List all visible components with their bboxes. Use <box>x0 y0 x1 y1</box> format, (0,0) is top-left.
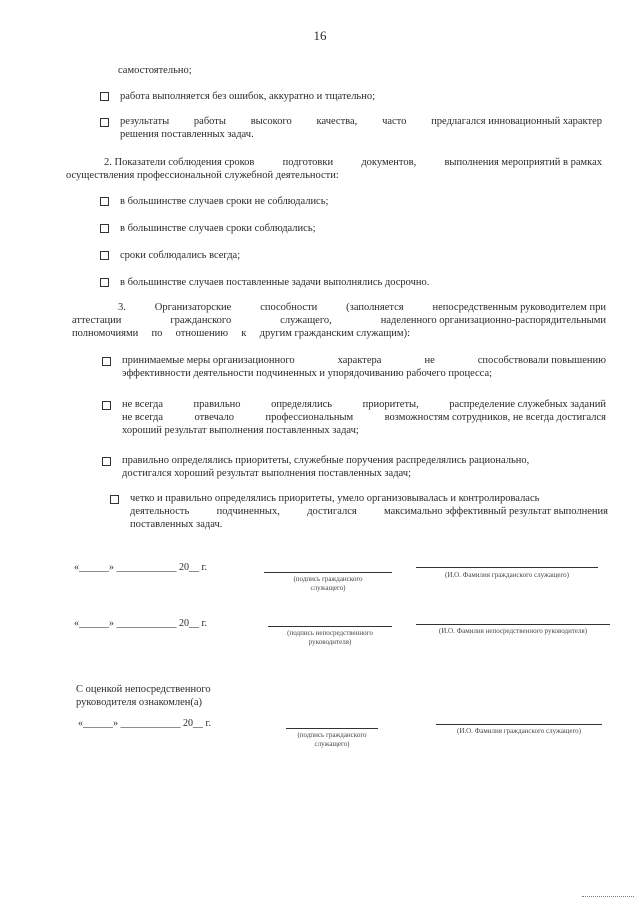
section2-heading-cont: осуществления профессиональной служебной деятельности: <box>66 170 339 181</box>
checkbox[interactable] <box>100 278 109 287</box>
signature-line <box>268 626 392 627</box>
intro-tail: самостоятельно; <box>118 65 192 76</box>
option-text-line: решения поставленных задач. <box>120 129 254 140</box>
checkbox[interactable] <box>100 197 109 206</box>
name-line <box>416 624 610 625</box>
name-line <box>416 567 598 568</box>
option-text: в большинстве случаев сроки соблюдались; <box>120 223 316 234</box>
checkbox[interactable] <box>110 495 119 504</box>
signature-line <box>286 728 378 729</box>
acknowledgement-line: С оценкой непосредственного <box>76 684 211 695</box>
checkbox[interactable] <box>100 118 109 127</box>
signature-caption: (подпись непосредственного руководителя) <box>287 629 373 646</box>
option-text-line: принимаемые меры организационного характера не способствовали повышению <box>122 355 606 366</box>
signature-caption: (подпись гражданского служащего) <box>297 731 367 748</box>
checkbox[interactable] <box>102 401 111 410</box>
name-caption: (И.О. Фамилия непосредственного руководителя) <box>438 627 588 635</box>
corner-mark <box>582 896 634 897</box>
date-field: «______» ____________ 20__ г. <box>78 718 211 729</box>
checkbox[interactable] <box>102 357 111 366</box>
option-text-line: хороший результат выполнения поставленных задач; <box>122 425 359 436</box>
option-text-line: результаты работы высокого качества, часто предлагался инновационный характер <box>120 116 602 127</box>
checkbox[interactable] <box>100 224 109 233</box>
signature-caption: (подпись гражданского служащего) <box>293 575 363 592</box>
section3-heading-cont: аттестации гражданского служащего, наделенного организационно-распорядительными <box>72 315 606 326</box>
option-text-line: эффективности деятельности подчиненных и упорядочиванию рабочего процесса; <box>122 368 493 379</box>
checkbox[interactable] <box>102 457 111 466</box>
name-line <box>436 724 602 725</box>
option-text-line: не всегда отвечало профессиональным возможностям сотрудников, не всегда достигался <box>122 412 606 423</box>
option-text: в большинстве случаев сроки не соблюдались; <box>120 196 329 207</box>
acknowledgement-line: руководителя ознакомлен(а) <box>76 697 203 708</box>
date-field: «______» ____________ 20__ г. <box>74 562 207 573</box>
option-text-line: поставленных задач. <box>130 519 223 530</box>
name-caption: (И.О. Фамилия гражданского служащего) <box>456 727 582 735</box>
signature-line <box>264 572 392 573</box>
checkbox[interactable] <box>100 92 109 101</box>
section3-heading: 3. Организаторские способности (заполняется непосредственным руководителем при <box>118 302 606 313</box>
option-text-line: четко и правильно определялись приоритеты, умело организовывалась и контролировалась <box>130 493 540 504</box>
date-field: «______» ____________ 20__ г. <box>74 618 207 629</box>
option-text: в большинстве случаев поставленные задачи выполнялись досрочно. <box>120 277 430 288</box>
checkbox[interactable] <box>100 251 109 260</box>
option-text-line: правильно определялись приоритеты, служебные поручения распределялись рационально, <box>122 455 530 466</box>
option-text-line: не всегда правильно определялись приоритеты, распределение служебных заданий <box>122 399 606 410</box>
option-text: работа выполняется без ошибок, аккуратно и тщательно; <box>120 91 376 102</box>
page-number: 16 <box>313 28 327 43</box>
option-text-line: достигался хороший результат выполнения поставленных задач; <box>122 468 411 479</box>
option-text: сроки соблюдались всегда; <box>120 250 241 261</box>
section3-heading-cont: полномочиями по отношению к другим гражданским служащим): <box>72 328 410 339</box>
section2-heading: 2. Показатели соблюдения сроков подготовки документов, выполнения мероприятий в рамках <box>104 157 602 168</box>
option-text-line: деятельность подчиненных, достигался максимально эффективный результат выполнения <box>130 506 608 517</box>
name-caption: (И.О. Фамилия гражданского служащего) <box>444 571 570 579</box>
